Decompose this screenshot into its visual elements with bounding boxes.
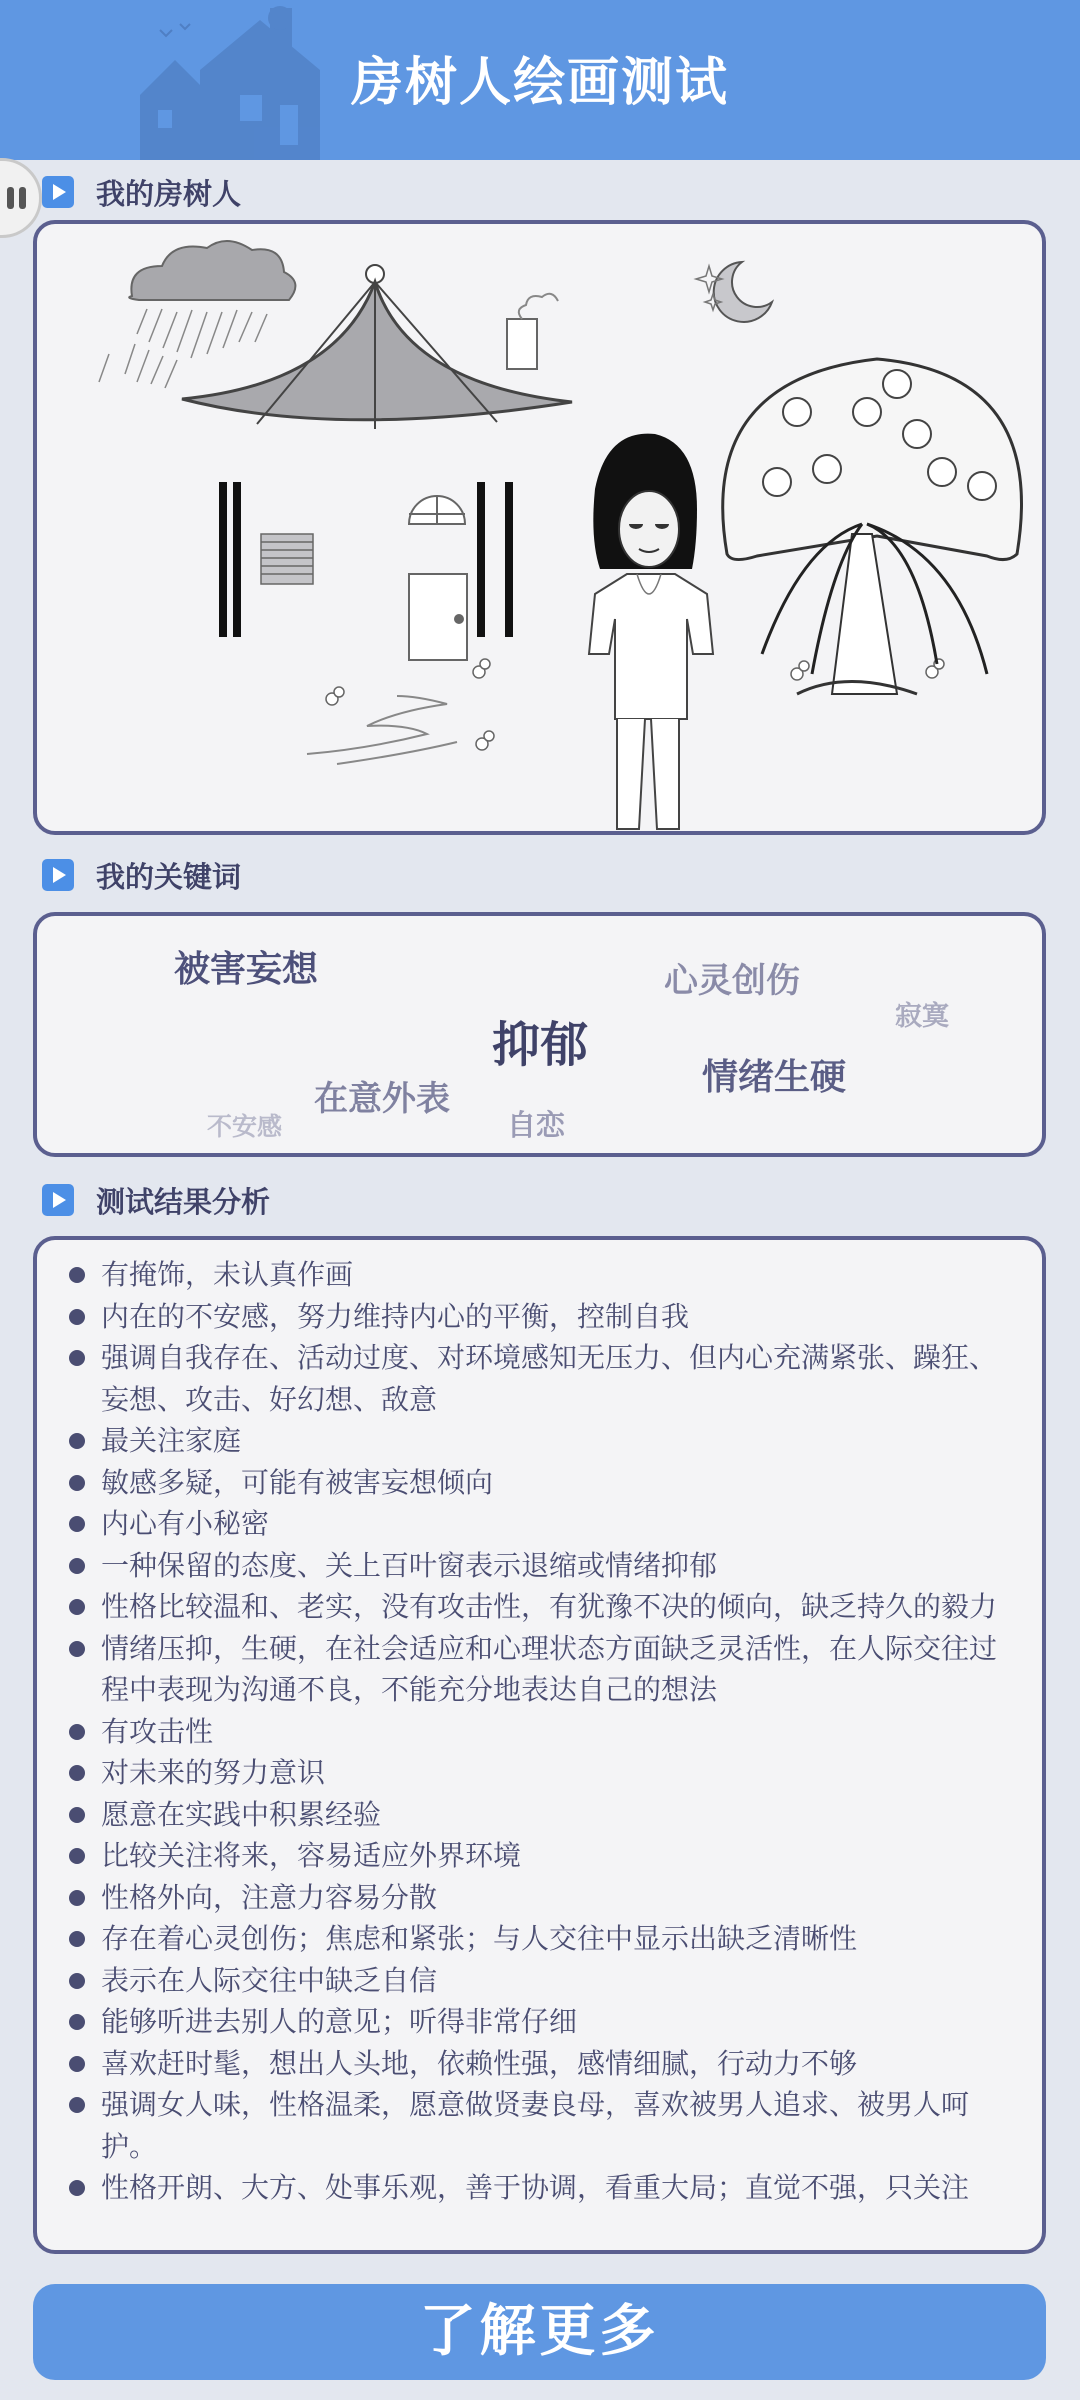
section-title-keywords: 我的关键词 xyxy=(42,855,241,895)
tree-icon xyxy=(723,359,1022,694)
house-tree-person-drawing xyxy=(37,224,1042,831)
list-item: 愿意在实践中积累经验 xyxy=(65,1794,1020,1836)
play-icon xyxy=(42,859,74,891)
analysis-list xyxy=(37,1240,1042,2209)
window-shutter-icon xyxy=(261,534,313,584)
list-item: 性格比较温和、老实，没有攻击性，有犹豫不决的倾向，缺乏持久的毅力 xyxy=(65,1586,1020,1628)
floating-menu-button[interactable] xyxy=(0,158,42,238)
door-icon xyxy=(409,496,467,660)
list-item: 性格开朗、大方、处事乐观，善于协调，看重大局；直觉不强，只关注 xyxy=(65,2167,1020,2209)
keyword-tag: 不安感 xyxy=(207,1112,283,1141)
section-title-drawing: 我的房树人 xyxy=(42,172,241,212)
pause-bar-icon xyxy=(7,187,14,209)
page-title: 房树人绘画测试 xyxy=(350,53,729,113)
list-item: 喜欢赶时髦，想出人头地，依赖性强，感情细腻，行动力不够 xyxy=(65,2043,1020,2085)
section-title-analysis: 测试结果分析 xyxy=(42,1180,270,1220)
learn-more-button[interactable]: 了解更多 xyxy=(33,2284,1046,2380)
play-icon xyxy=(42,176,74,208)
keyword-tag: 寂寞 xyxy=(895,1001,949,1032)
chimney-icon xyxy=(507,294,558,369)
list-item: 能够听进去别人的意见；听得非常仔细 xyxy=(65,2001,1020,2043)
list-item: 强调女人味，性格温柔，愿意做贤妻良母，喜欢被男人追求、被男人呵护。 xyxy=(65,2084,1020,2167)
list-item: 性格外向，注意力容易分散 xyxy=(65,1877,1020,1919)
drawing-panel xyxy=(33,220,1046,835)
list-item: 比较关注将来，容易适应外界环境 xyxy=(65,1835,1020,1877)
list-item: 表示在人际交往中缺乏自信 xyxy=(65,1960,1020,2002)
keyword-tag: 被害妄想 xyxy=(174,949,319,990)
list-item: 强调自我存在、活动过度、对环境感知无压力、但内心充满紧张、躁狂、妄想、攻击、好幻想、敌意 xyxy=(65,1337,1020,1420)
rain-cloud-icon xyxy=(99,241,295,388)
list-item: 有掩饰，未认真作画 xyxy=(65,1254,1020,1296)
list-item: 有攻击性 xyxy=(65,1711,1020,1753)
moon-icon xyxy=(696,262,772,322)
path-icon xyxy=(307,696,457,764)
keywords-panel xyxy=(33,912,1046,1157)
list-item: 敏感多疑，可能有被害妄想倾向 xyxy=(65,1462,1020,1504)
list-item: 一种保留的态度、关上百叶窗表示退缩或情绪抑郁 xyxy=(65,1545,1020,1587)
keyword-tag: 抑郁 xyxy=(492,1017,589,1073)
list-item: 对未来的努力意识 xyxy=(65,1752,1020,1794)
keyword-tag: 在意外表 xyxy=(314,1079,450,1119)
list-item: 最关注家庭 xyxy=(65,1420,1020,1462)
keyword-tag: 情绪生硬 xyxy=(702,1057,847,1098)
list-item: 情绪压抑，生硬，在社会适应和心理状态方面缺乏灵活性，在人际交往过程中表现为沟通不良，不能充分地表达自己的想法 xyxy=(65,1628,1020,1711)
list-item: 内在的不安感，努力维持内心的平衡，控制自我 xyxy=(65,1296,1020,1338)
header xyxy=(0,0,1080,160)
keyword-tag: 心灵创伤 xyxy=(664,961,800,1001)
list-item: 内心有小秘密 xyxy=(65,1503,1020,1545)
play-icon xyxy=(42,1184,74,1216)
pause-bar-icon xyxy=(19,187,26,209)
list-item: 存在着心灵创伤；焦虑和紧张；与人交往中显示出缺乏清晰性 xyxy=(65,1918,1020,1960)
person-icon xyxy=(589,434,713,829)
keyword-tag: 自恋 xyxy=(507,1108,566,1142)
analysis-panel[interactable] xyxy=(33,1236,1046,2254)
